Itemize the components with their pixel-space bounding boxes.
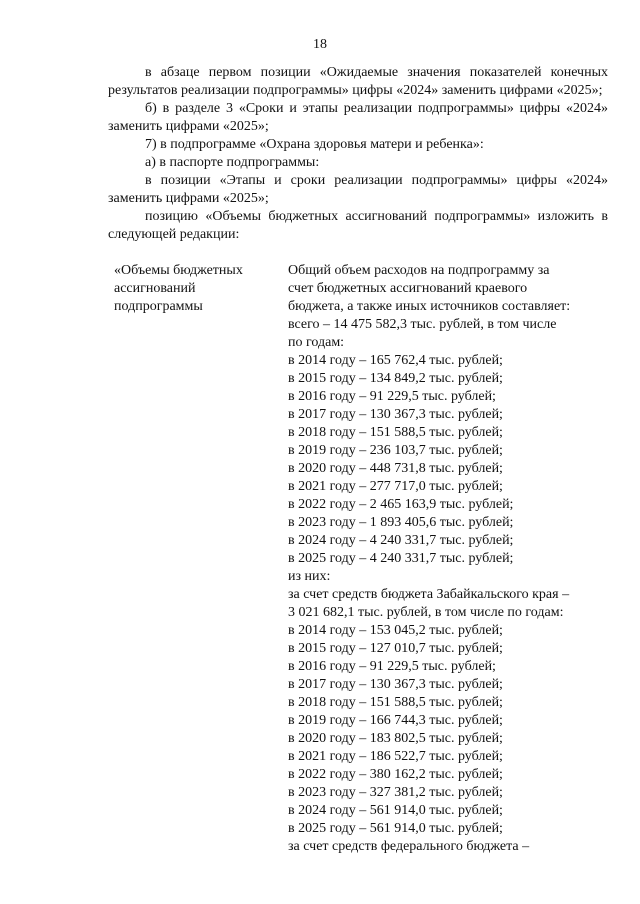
label-line: ассигнований bbox=[114, 281, 196, 296]
page-number: 18 bbox=[313, 37, 327, 52]
content-line: в 2024 году – 4 240 331,7 тыс. рублей; bbox=[288, 533, 514, 548]
content-line: в 2014 году – 165 762,4 тыс. рублей; bbox=[288, 353, 503, 368]
content-line: бюджета, а также иных источников составляет: bbox=[288, 299, 571, 314]
content-line: по годам: bbox=[288, 335, 345, 350]
content-line: в 2020 году – 448 731,8 тыс. рублей; bbox=[288, 461, 503, 476]
content-line: в 2024 году – 561 914,0 тыс. рублей; bbox=[288, 803, 503, 818]
paragraph: в абзаце первом позиции «Ожидаемые значения показателей конечных результатов реализации подпрограммы» цифры «2024» заменить цифрами «2025»; bbox=[108, 65, 608, 98]
paragraph: позицию «Объемы бюджетных ассигнований подпрограммы» изложить в следующей редакции: bbox=[108, 209, 608, 242]
content-line: в 2019 году – 236 103,7 тыс. рублей; bbox=[288, 443, 503, 458]
content-line: в 2016 году – 91 229,5 тыс. рублей; bbox=[288, 389, 496, 404]
content-line: Общий объем расходов на подпрограмму за bbox=[288, 263, 550, 278]
table-content-cell bbox=[288, 262, 610, 856]
content-line: за счет средств бюджета Забайкальского края – bbox=[288, 587, 570, 602]
table-label-cell bbox=[114, 262, 274, 316]
content-line: в 2015 году – 127 010,7 тыс. рублей; bbox=[288, 641, 503, 656]
content-line: счет бюджетных ассигнований краевого bbox=[288, 281, 528, 296]
content-line: в 2018 году – 151 588,5 тыс. рублей; bbox=[288, 425, 503, 440]
content-line: в 2014 году – 153 045,2 тыс. рублей; bbox=[288, 623, 503, 638]
content-line: в 2023 году – 1 893 405,6 тыс. рублей; bbox=[288, 515, 514, 530]
content-line: в 2022 году – 2 465 163,9 тыс. рублей; bbox=[288, 497, 514, 512]
paragraph: 7) в подпрограмме «Охрана здоровья матери и ребенка»: bbox=[145, 137, 484, 152]
content-line: всего – 14 475 582,3 тыс. рублей, в том числе bbox=[288, 317, 557, 332]
content-line: в 2018 году – 151 588,5 тыс. рублей; bbox=[288, 695, 503, 710]
label-line: «Объемы бюджетных bbox=[114, 263, 243, 278]
paragraph: б) в разделе 3 «Сроки и этапы реализации подпрограммы» цифры «2024» заменить цифрами «2025»; bbox=[108, 101, 608, 134]
content-line: из них: bbox=[288, 569, 331, 584]
content-line: в 2017 году – 130 367,3 тыс. рублей; bbox=[288, 407, 503, 422]
content-line: в 2022 году – 380 162,2 тыс. рублей; bbox=[288, 767, 503, 782]
label-line: подпрограммы bbox=[114, 299, 203, 314]
document-body bbox=[108, 64, 608, 244]
content-line: за счет средств федерального бюджета – bbox=[288, 839, 530, 854]
content-line: в 2023 году – 327 381,2 тыс. рублей; bbox=[288, 785, 503, 800]
content-line: 3 021 682,1 тыс. рублей, в том числе по годам: bbox=[288, 605, 564, 620]
paragraph: в позиции «Этапы и сроки реализации подпрограммы» цифры «2024» заменить цифрами «2025»; bbox=[108, 173, 608, 206]
content-line: в 2020 году – 183 802,5 тыс. рублей; bbox=[288, 731, 503, 746]
content-line: в 2016 году – 91 229,5 тыс. рублей; bbox=[288, 659, 496, 674]
paragraph: а) в паспорте подпрограммы: bbox=[145, 155, 320, 170]
content-line: в 2025 году – 4 240 331,7 тыс. рублей; bbox=[288, 551, 514, 566]
content-line: в 2015 году – 134 849,2 тыс. рублей; bbox=[288, 371, 503, 386]
content-line: в 2019 году – 166 744,3 тыс. рублей; bbox=[288, 713, 503, 728]
content-line: в 2021 году – 277 717,0 тыс. рублей; bbox=[288, 479, 503, 494]
content-line: в 2025 году – 561 914,0 тыс. рублей; bbox=[288, 821, 503, 836]
content-line: в 2021 году – 186 522,7 тыс. рублей; bbox=[288, 749, 503, 764]
content-line: в 2017 году – 130 367,3 тыс. рублей; bbox=[288, 677, 503, 692]
